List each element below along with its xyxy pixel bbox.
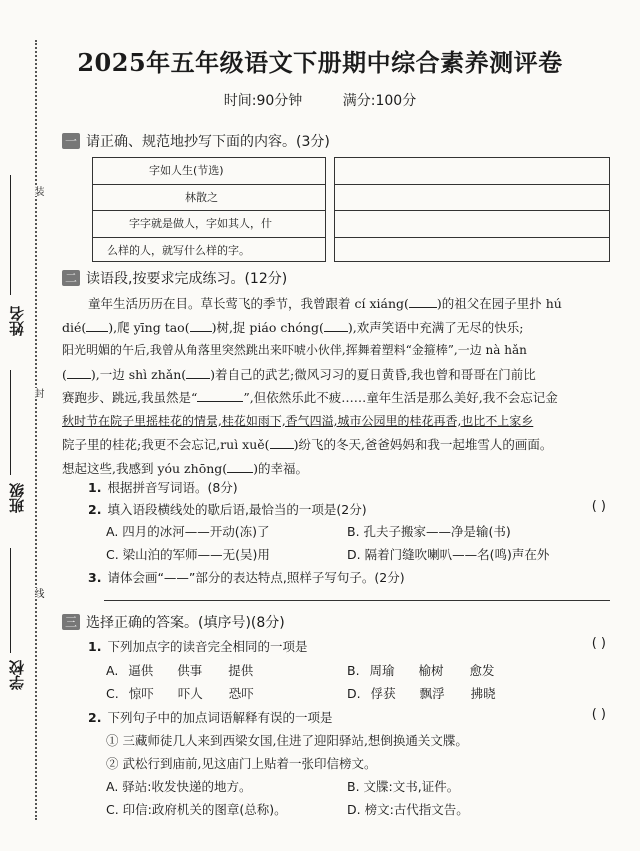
writing-line[interactable]	[335, 158, 609, 185]
class-field[interactable]	[10, 370, 11, 475]
section3-number: 三	[62, 614, 80, 630]
writing-line[interactable]	[335, 185, 609, 212]
s3-q1-option-a[interactable]: A. 逼供 供事 提供	[106, 663, 254, 678]
s2-question-1: 1. 根据拼音写词语。(8分)	[88, 480, 238, 495]
s2-question-2: 2. 填入语段横线处的歇后语,最恰当的一项是(2分)	[88, 502, 367, 517]
s3-q2-answer-paren[interactable]: ( )	[591, 707, 606, 722]
copy-source-box	[92, 157, 326, 262]
section3-heading	[62, 612, 285, 632]
copy-row: 林散之	[93, 185, 325, 212]
binding-dotted-line	[35, 40, 37, 820]
s2-q2-answer-paren[interactable]: ( )	[591, 499, 606, 514]
passage-line: 赛跑步、跳远,我虽然是“ ”,但依然乐此不疲……童年生活是那么美好,我不会忘记金	[62, 390, 558, 405]
writing-line[interactable]	[335, 238, 609, 264]
section3-title: 选择正确的答案。(填序号)(8分)	[86, 615, 285, 631]
s3-q2-option-a[interactable]: A. 驿站:收发快递的地方。	[106, 779, 252, 794]
s2-question-3: 3. 请体会画“——”部分的表达特点,照样子写句子。(2分)	[88, 570, 405, 585]
s3-question-2: 2. 下列句子中的加点词语解释有误的一项是	[88, 710, 333, 725]
exam-time: 时间:90分钟	[223, 93, 303, 109]
section1-heading	[62, 131, 330, 151]
class-label: 班级	[8, 483, 26, 513]
passage-line: 阳光明媚的午后,我曾从角落里突然跳出来吓唬小伙伴,挥舞着塑料“金箍棒”,一边 nà hǎn	[62, 343, 527, 357]
s3-question-1: 1. 下列加点字的读音完全相同的一项是	[88, 639, 308, 654]
s3-q2-option-b[interactable]: B. 文牒:文书,证件。	[347, 779, 460, 794]
section1-number: 一	[62, 133, 80, 149]
s3-q1-option-b[interactable]: B. 周瑜 榆树 愈发	[347, 663, 495, 678]
passage-line: 童年生活历历在目。草长莺飞的季节，我曾跟着 cí xiáng( )的祖父在园子里扑 hú	[88, 296, 562, 311]
name-field[interactable]	[10, 175, 11, 295]
s3-q2-sentence-1: ① 三藏师徒几人来到西梁女国,住进了迎阳驿站,想倒换通关文牒。	[106, 733, 468, 748]
option-d[interactable]: D. 隔着门缝吹喇叭——名(鸣)声在外	[347, 547, 550, 562]
binding-mark-feng: 封	[32, 388, 43, 398]
section2-heading	[62, 268, 287, 288]
s3-q1-answer-paren[interactable]: ( )	[591, 636, 606, 651]
passage-line: ( ),一边 shì zhǎn( )着自己的武艺;微风习习的夏日黄昏,我也曾和哥哥在门前比	[62, 366, 536, 382]
binding-mark-zhuang: 装	[32, 186, 43, 196]
reading-passage	[62, 292, 612, 480]
school-field[interactable]	[10, 548, 11, 653]
copy-writing-area[interactable]	[334, 157, 610, 262]
school-label: 学校	[8, 660, 26, 690]
passage-line: 秋时节在院子里摇桂花的情景,桂花如雨下,香气四溢,城市公园里的桂花再香,也比不上家乡	[62, 413, 534, 428]
passage-line: dié( ),爬 yīng tao( )树,捉 piáo chóng( ),欢声笑语中充满了无尽的快乐;	[62, 319, 524, 335]
passage-line: 想起这些,我感到 yóu zhōng( )的幸福。	[62, 460, 309, 476]
exam-score: 满分:100分	[342, 93, 417, 109]
writing-line[interactable]	[335, 211, 609, 238]
option-a[interactable]: A. 四月的冰河——开动(冻)了	[106, 524, 270, 539]
s3-q1-option-d[interactable]: D. 俘获 飘浮 拂晓	[347, 686, 496, 701]
copy-row: 字字就是做人，字如其人，什	[93, 211, 325, 238]
section1-title: 请正确、规范地抄写下面的内容。(3分)	[86, 134, 330, 150]
section2-number: 二	[62, 270, 80, 286]
s2-q3-answer-line[interactable]	[104, 600, 610, 601]
option-c[interactable]: C. 梁山泊的军师——无(吴)用	[106, 547, 270, 562]
s3-q2-option-c[interactable]: C. 印信:政府机关的图章(总称)。	[106, 802, 287, 817]
copy-row: 么样的人，就写什么样的字。	[107, 243, 250, 257]
option-b[interactable]: B. 孔夫子搬家——净是输(书)	[347, 524, 511, 539]
binding-mark-xian: 线	[32, 588, 43, 598]
section2-title: 读语段,按要求完成练习。(12分)	[86, 271, 288, 287]
idiom-blank[interactable]	[197, 401, 243, 402]
passage-line: 院子里的桂花;我更不会忘记,ruì xuě( )纷飞的冬天,爸爸妈妈和我一起堆雪人的画面。	[62, 437, 553, 452]
exam-meta	[0, 90, 640, 110]
page-title: 2025年五年级语文下册期中综合素养测评卷	[77, 48, 563, 77]
s3-q2-sentence-2: ② 武松行到庙前,见这庙门上贴着一张印信榜文。	[106, 756, 377, 771]
s3-q1-option-c[interactable]: C. 惊吓 吓人 恐吓	[106, 686, 254, 701]
s3-q2-option-d[interactable]: D. 榜文:古代指文告。	[347, 802, 469, 817]
name-label: 姓名	[8, 306, 26, 336]
copy-row: 字如人生(节选)	[93, 158, 325, 185]
